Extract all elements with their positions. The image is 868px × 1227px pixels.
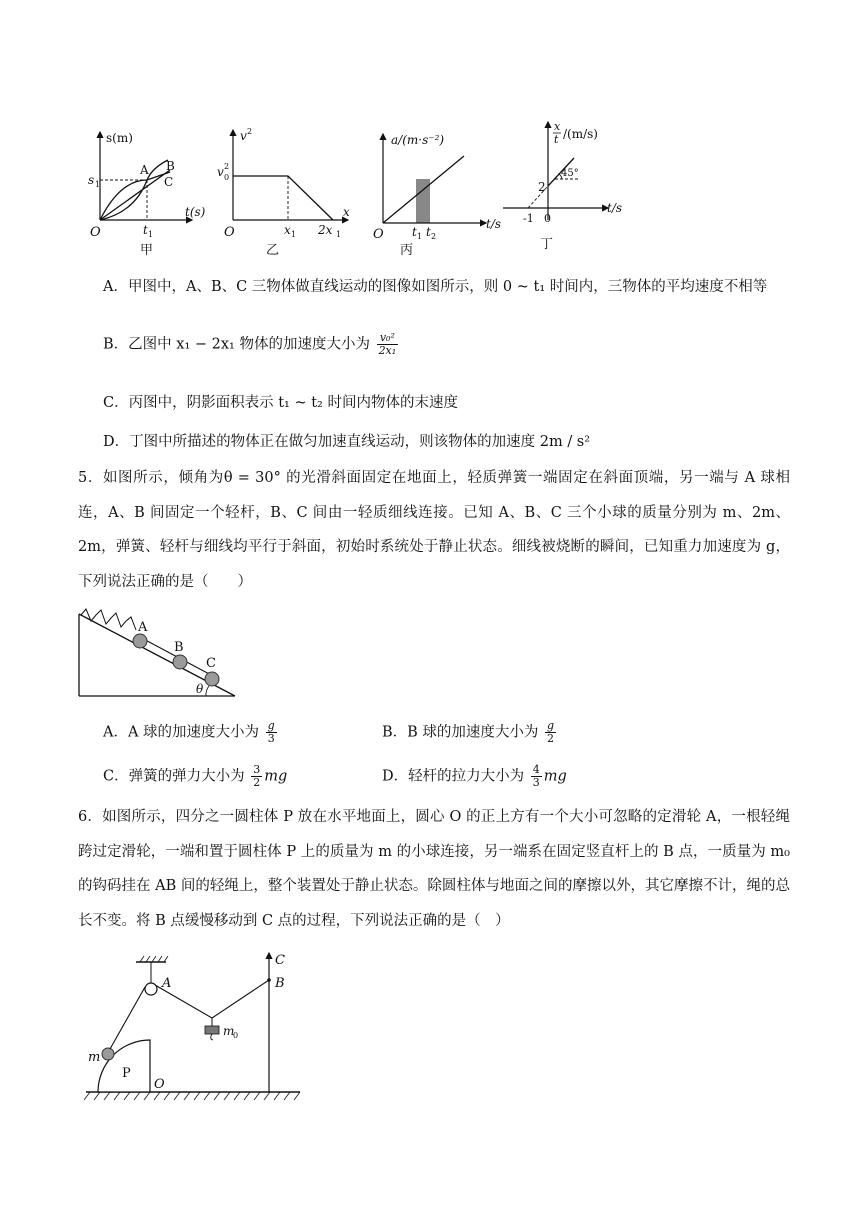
ding-ylabel-unit: /(m/s) bbox=[563, 127, 598, 141]
jia-t1: t bbox=[143, 223, 148, 237]
jia-ylabel: s(m) bbox=[106, 131, 133, 145]
svg-text:2: 2 bbox=[224, 162, 230, 171]
q5-ball-c: C bbox=[206, 656, 216, 671]
q6-point-c: C bbox=[275, 953, 285, 968]
q6-point-b: B bbox=[275, 976, 285, 991]
jia-s1: s bbox=[88, 173, 95, 187]
ding-angle: 45° bbox=[561, 168, 579, 179]
yi-ylabel: v bbox=[240, 129, 247, 143]
svg-text:2: 2 bbox=[247, 127, 253, 136]
svg-text:1: 1 bbox=[417, 232, 423, 241]
graph-bing bbox=[373, 133, 501, 258]
bing-t1: t bbox=[412, 225, 417, 239]
q5-option-a: A．A 球的加速度大小为 $\frac{g}{3}$ bbox=[103, 719, 275, 745]
bing-xlabel: t/s bbox=[486, 217, 502, 231]
q6-stem: 6．如图所示，四分之一圆柱体 P 放在水平地面上，圆心 O 的正上方有一个大小可忽略的定滑轮 A，一根轻绳跨过定滑轮，一端和置于圆柱体 P 上的质量为 m 的小球连接，另一端系在固定竖直杆上的 B 点，一质量为 m₀ 的钩码挂在 AB 间的轻绳上，整个装置处于静止状态。除圆柱体与地面之间的摩擦以外，其它摩擦不计，绳的总长不变。将 B 点缓慢移动到 C 点的过程，下列说法正确的是（ ） bbox=[78, 809, 790, 929]
svg-text:0: 0 bbox=[233, 1031, 239, 1040]
q4-option-c: C．丙图中，阴影面积表示 t₁ ~ t₂ 时间内物体的末速度 bbox=[103, 395, 458, 411]
jia-A: A bbox=[140, 163, 149, 177]
q5-angle-theta: θ bbox=[196, 682, 204, 696]
graph-yi bbox=[217, 127, 350, 258]
q4-option-d: D．丁图中所描述的物体正在做匀加速直线运动，则该物体的加速度 2m / s² bbox=[103, 434, 591, 450]
q4-figures bbox=[80, 112, 660, 262]
bing-t2: t bbox=[426, 225, 431, 239]
yi-x1: x bbox=[284, 223, 291, 237]
q6-cylinder-p: P bbox=[122, 1066, 131, 1081]
q6-center-o: O bbox=[154, 1077, 165, 1092]
q4-option-b: B．乙图中 x₁ − 2x₁ 物体的加速度大小为 $\frac{\text{v₀²}}{\text{2x₁}}$ bbox=[103, 331, 397, 357]
ding-caption: 丁 bbox=[540, 237, 554, 252]
yi-xlabel: x bbox=[343, 205, 350, 219]
jia-origin: O bbox=[90, 225, 101, 240]
q5-stem: 5．如图所示，倾角为θ = 30° 的光滑斜面固定在地面上，轻质弹簧一端固定在斜面顶端，另一端与 A 球相连，A、B 间固定一个轻杆，B、C 间由一轻质细线连接。已知 A、B、C 三个小球的质量分别为 m、2m、2m，弹簧、轻杆与细线均平行于斜面，初始时系统处于静止状态。细线被烧断的瞬间，已知重力加速度为 g，下列说法正确的是（ ） bbox=[78, 470, 790, 590]
q6-figure bbox=[84, 945, 304, 1105]
q5-option-c: C．弹簧的弹力大小为 $\frac{3}{2}$ mg bbox=[103, 763, 288, 789]
svg-text:1: 1 bbox=[95, 180, 101, 189]
ding-xlabel: t/s bbox=[607, 201, 623, 215]
bing-origin: O bbox=[373, 227, 384, 242]
bing-caption: 丙 bbox=[400, 243, 414, 258]
ding-two: 2 bbox=[538, 180, 546, 194]
q6-ball-m: m bbox=[88, 1050, 101, 1065]
yi-origin: O bbox=[224, 225, 235, 240]
graph-ding bbox=[503, 120, 622, 252]
ding-minus-one: -1 bbox=[523, 212, 534, 225]
q5-ball-b: B bbox=[174, 640, 184, 655]
graph-jia bbox=[88, 131, 206, 258]
ding-zero: 0 bbox=[544, 212, 551, 225]
svg-text:0: 0 bbox=[224, 173, 230, 182]
jia-xlabel: t(s) bbox=[185, 205, 206, 219]
jia-C: C bbox=[164, 175, 174, 189]
svg-text:1: 1 bbox=[336, 230, 342, 239]
yi-x2: 2x bbox=[318, 223, 333, 237]
svg-text:1: 1 bbox=[291, 230, 297, 239]
svg-text:2: 2 bbox=[431, 232, 437, 241]
q5-option-b: B．B 球的加速度大小为 $\frac{g}{2}$ bbox=[382, 719, 555, 745]
q6-weight-m0: m bbox=[223, 1024, 235, 1038]
jia-B: B bbox=[166, 159, 175, 173]
bing-ylabel: a/(m·s⁻²) bbox=[391, 133, 445, 147]
svg-text:1: 1 bbox=[148, 230, 154, 239]
q5-option-d: D．轻杆的拉力大小为 $\frac{4}{3}$ mg bbox=[382, 763, 567, 789]
jia-caption: 甲 bbox=[140, 243, 154, 258]
q5-ball-a: A bbox=[138, 620, 148, 635]
q6-pulley-a: A bbox=[162, 976, 172, 991]
svg-text:t: t bbox=[554, 133, 559, 146]
yi-caption: 乙 bbox=[266, 243, 280, 258]
q5-figure bbox=[78, 602, 240, 700]
q4-option-a: A．甲图中，A、B、C 三物体做直线运动的图像如图所示，则 0 ~ t₁ 时间内，三物体的平均速度不相等 bbox=[103, 279, 768, 295]
ding-ylabel-num: x bbox=[554, 120, 561, 133]
yi-v0: v bbox=[217, 165, 224, 179]
